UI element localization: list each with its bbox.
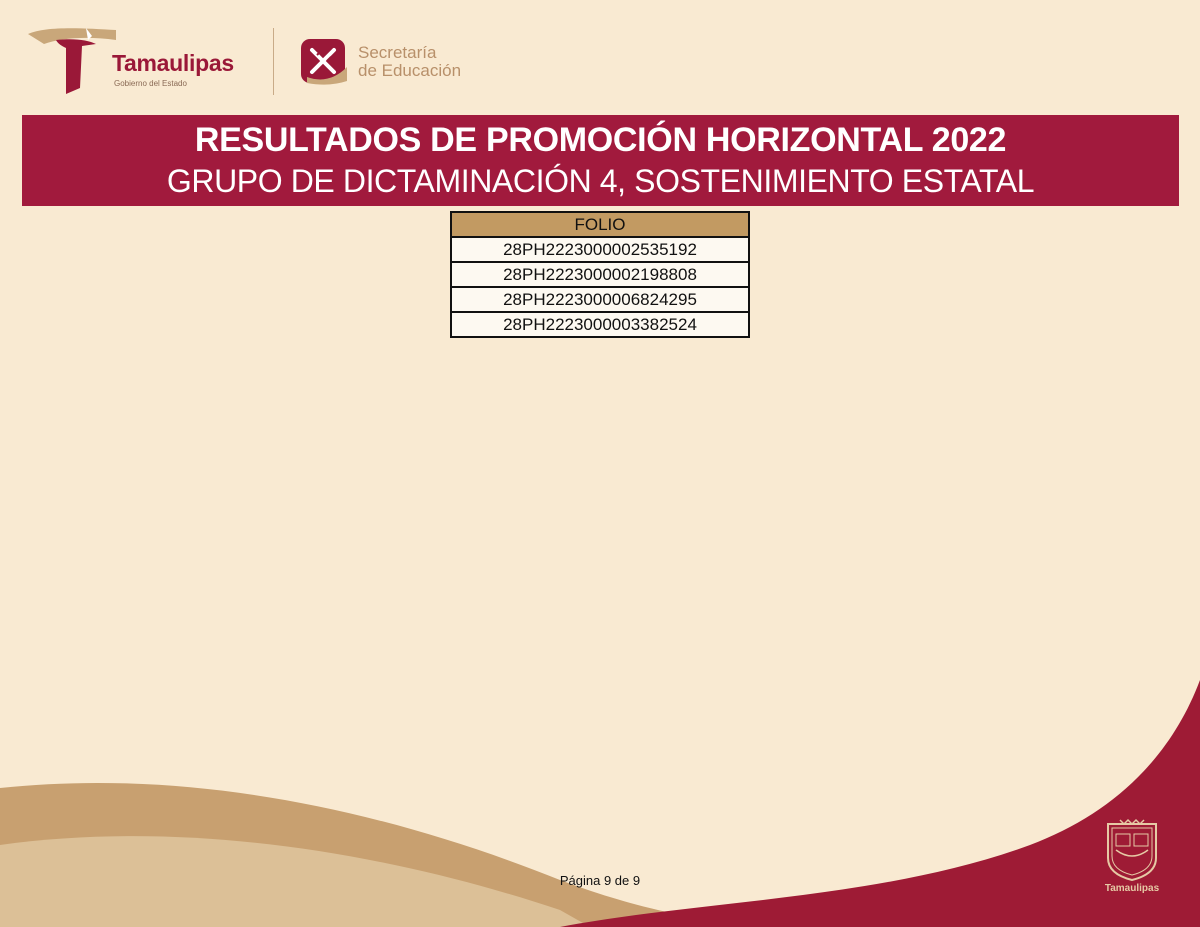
- table-row: [451, 312, 749, 337]
- brand-name: Tamaulipas: [112, 50, 234, 76]
- table-row: [451, 287, 749, 312]
- pencil-ruler-icon: [299, 37, 349, 87]
- page-title: RESULTADOS DE PROMOCIÓN HORIZONTAL 2022: [194, 121, 1007, 159]
- table-row: [451, 262, 749, 287]
- header-divider: [273, 28, 274, 95]
- table-header-row: [451, 212, 749, 237]
- emblem-label: Tamaulipas: [1104, 883, 1160, 894]
- folio-cell: 28PH2223000003382524: [451, 312, 749, 337]
- brand-subtitle: Gobierno del Estado: [114, 79, 187, 88]
- folio-column-header: FOLIO: [451, 212, 749, 237]
- tamaulipas-t-logo: [26, 26, 118, 96]
- folio-table: [450, 211, 750, 338]
- secretaria-line-1: Secretaría: [358, 43, 437, 62]
- page-number: Página 9 de 9: [559, 873, 641, 888]
- secretaria-line-2: de Educación: [358, 61, 462, 80]
- folio-cell: 28PH2223000006824295: [451, 287, 749, 312]
- folio-cell: 28PH2223000002535192: [451, 237, 749, 262]
- secretaria-educacion-label: [358, 44, 461, 80]
- page-subtitle: GRUPO DE DICTAMINACIÓN 4, SOSTENIMIENTO ESTATAL: [166, 163, 1035, 199]
- table-row: [451, 237, 749, 262]
- folio-cell: 28PH2223000002198808: [451, 262, 749, 287]
- title-banner: [22, 115, 1179, 206]
